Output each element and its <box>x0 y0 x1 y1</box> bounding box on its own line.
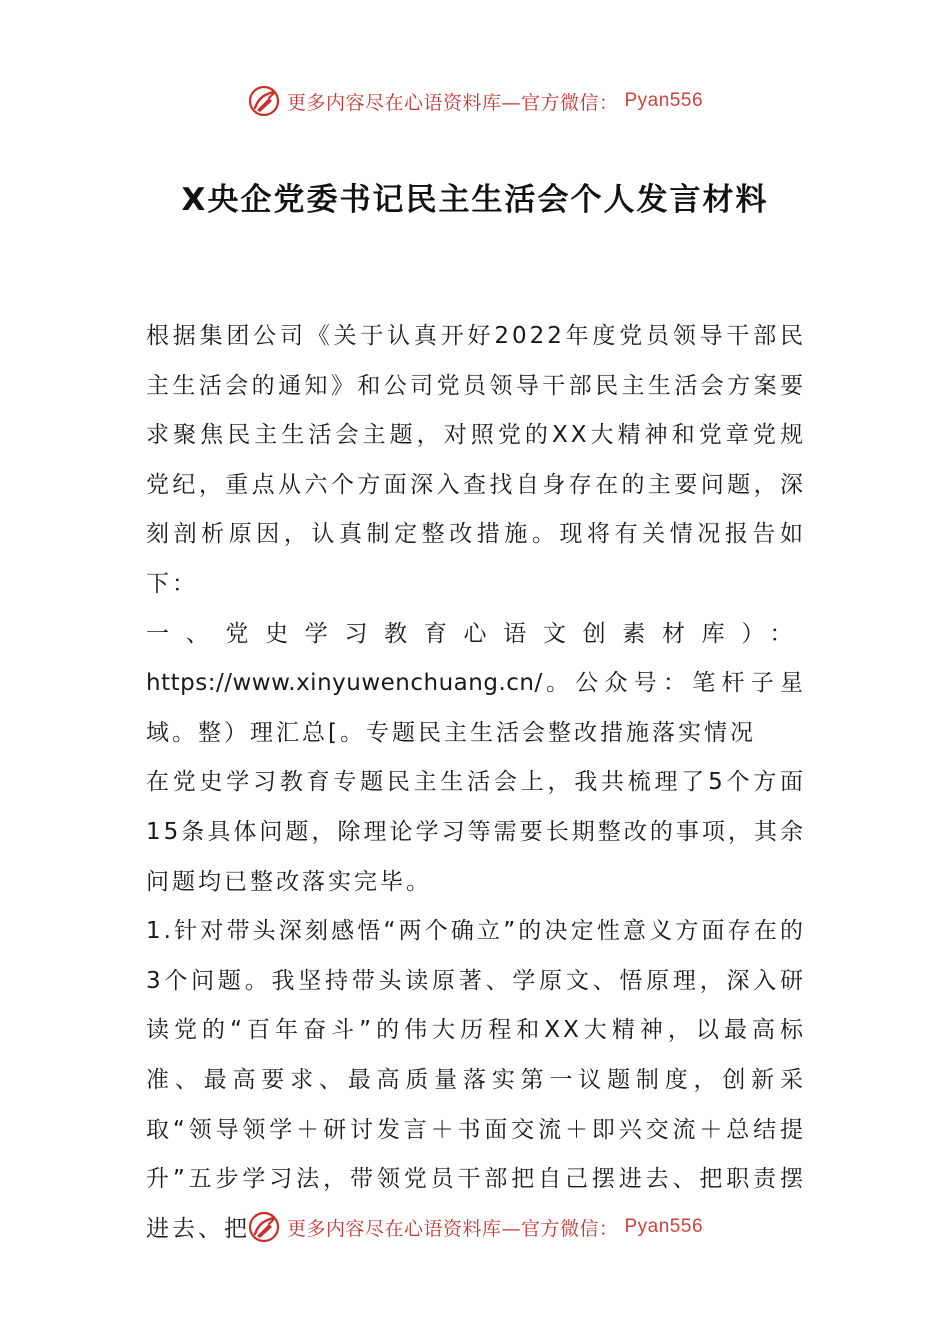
header-watermark <box>0 84 950 118</box>
pen-swirl-logo-icon <box>247 84 281 118</box>
document-body <box>146 312 806 1254</box>
watermark-text: 更多内容尽在心语资料库—官方微信： <box>286 1217 619 1240</box>
section-heading <box>146 610 806 759</box>
watermark-text: 更多内容尽在心语资料库—官方微信： <box>286 91 619 114</box>
watermark-handle: Pyan556 <box>624 1216 704 1237</box>
paragraph-summary: 在党史学习教育专题民主生活会上，我共梳理了5个方面15条具体问题，除理论学习等需要长期整改的事项，其余问题均已整改落实完毕。 <box>146 769 806 895</box>
section-heading-rest: 。公众号：笔杆子星域。整）理汇总[。专题民主生活会整改措施落实情况 <box>146 670 806 746</box>
section-heading-lead: 一、党史学习教育心语文创素材库）： <box>146 620 806 647</box>
document-title: X央企党委书记民主生活会个人发言材料 <box>181 182 769 218</box>
paragraph-item-1: 1.针对带头深刻感悟“两个确立”的决定性意义方面存在的3个问题。我坚持带头读原著、学原文、悟原理，深入研读党的“百年奋斗”的伟大历程和XX大精神，以最高标准、最高要求、最高质量落实第一议题制度，创新采取“领导领学＋研讨发言＋书面交流＋即兴交流＋总结提升”五步学习法，带领党员干部把自己摆进去、把职责摆进去、把 <box>146 918 806 1242</box>
pen-swirl-logo-icon <box>247 1210 281 1244</box>
footer-watermark <box>0 1210 950 1244</box>
section-heading-url: https://www.xinyuwenchuang.cn/ <box>146 670 543 697</box>
paragraph-intro: 根据集团公司《关于认真开好2022年度党员领导干部民主生活会的通知》和公司党员领导干部民主生活会方案要求聚焦民主生活会主题，对照党的XX大精神和党章党规党纪，重点从六个方面深入查找自身存在的主要问题，深刻剖析原因，认真制定整改措施。现将有关情况报告如下： <box>146 323 806 597</box>
watermark-handle: Pyan556 <box>624 90 704 111</box>
